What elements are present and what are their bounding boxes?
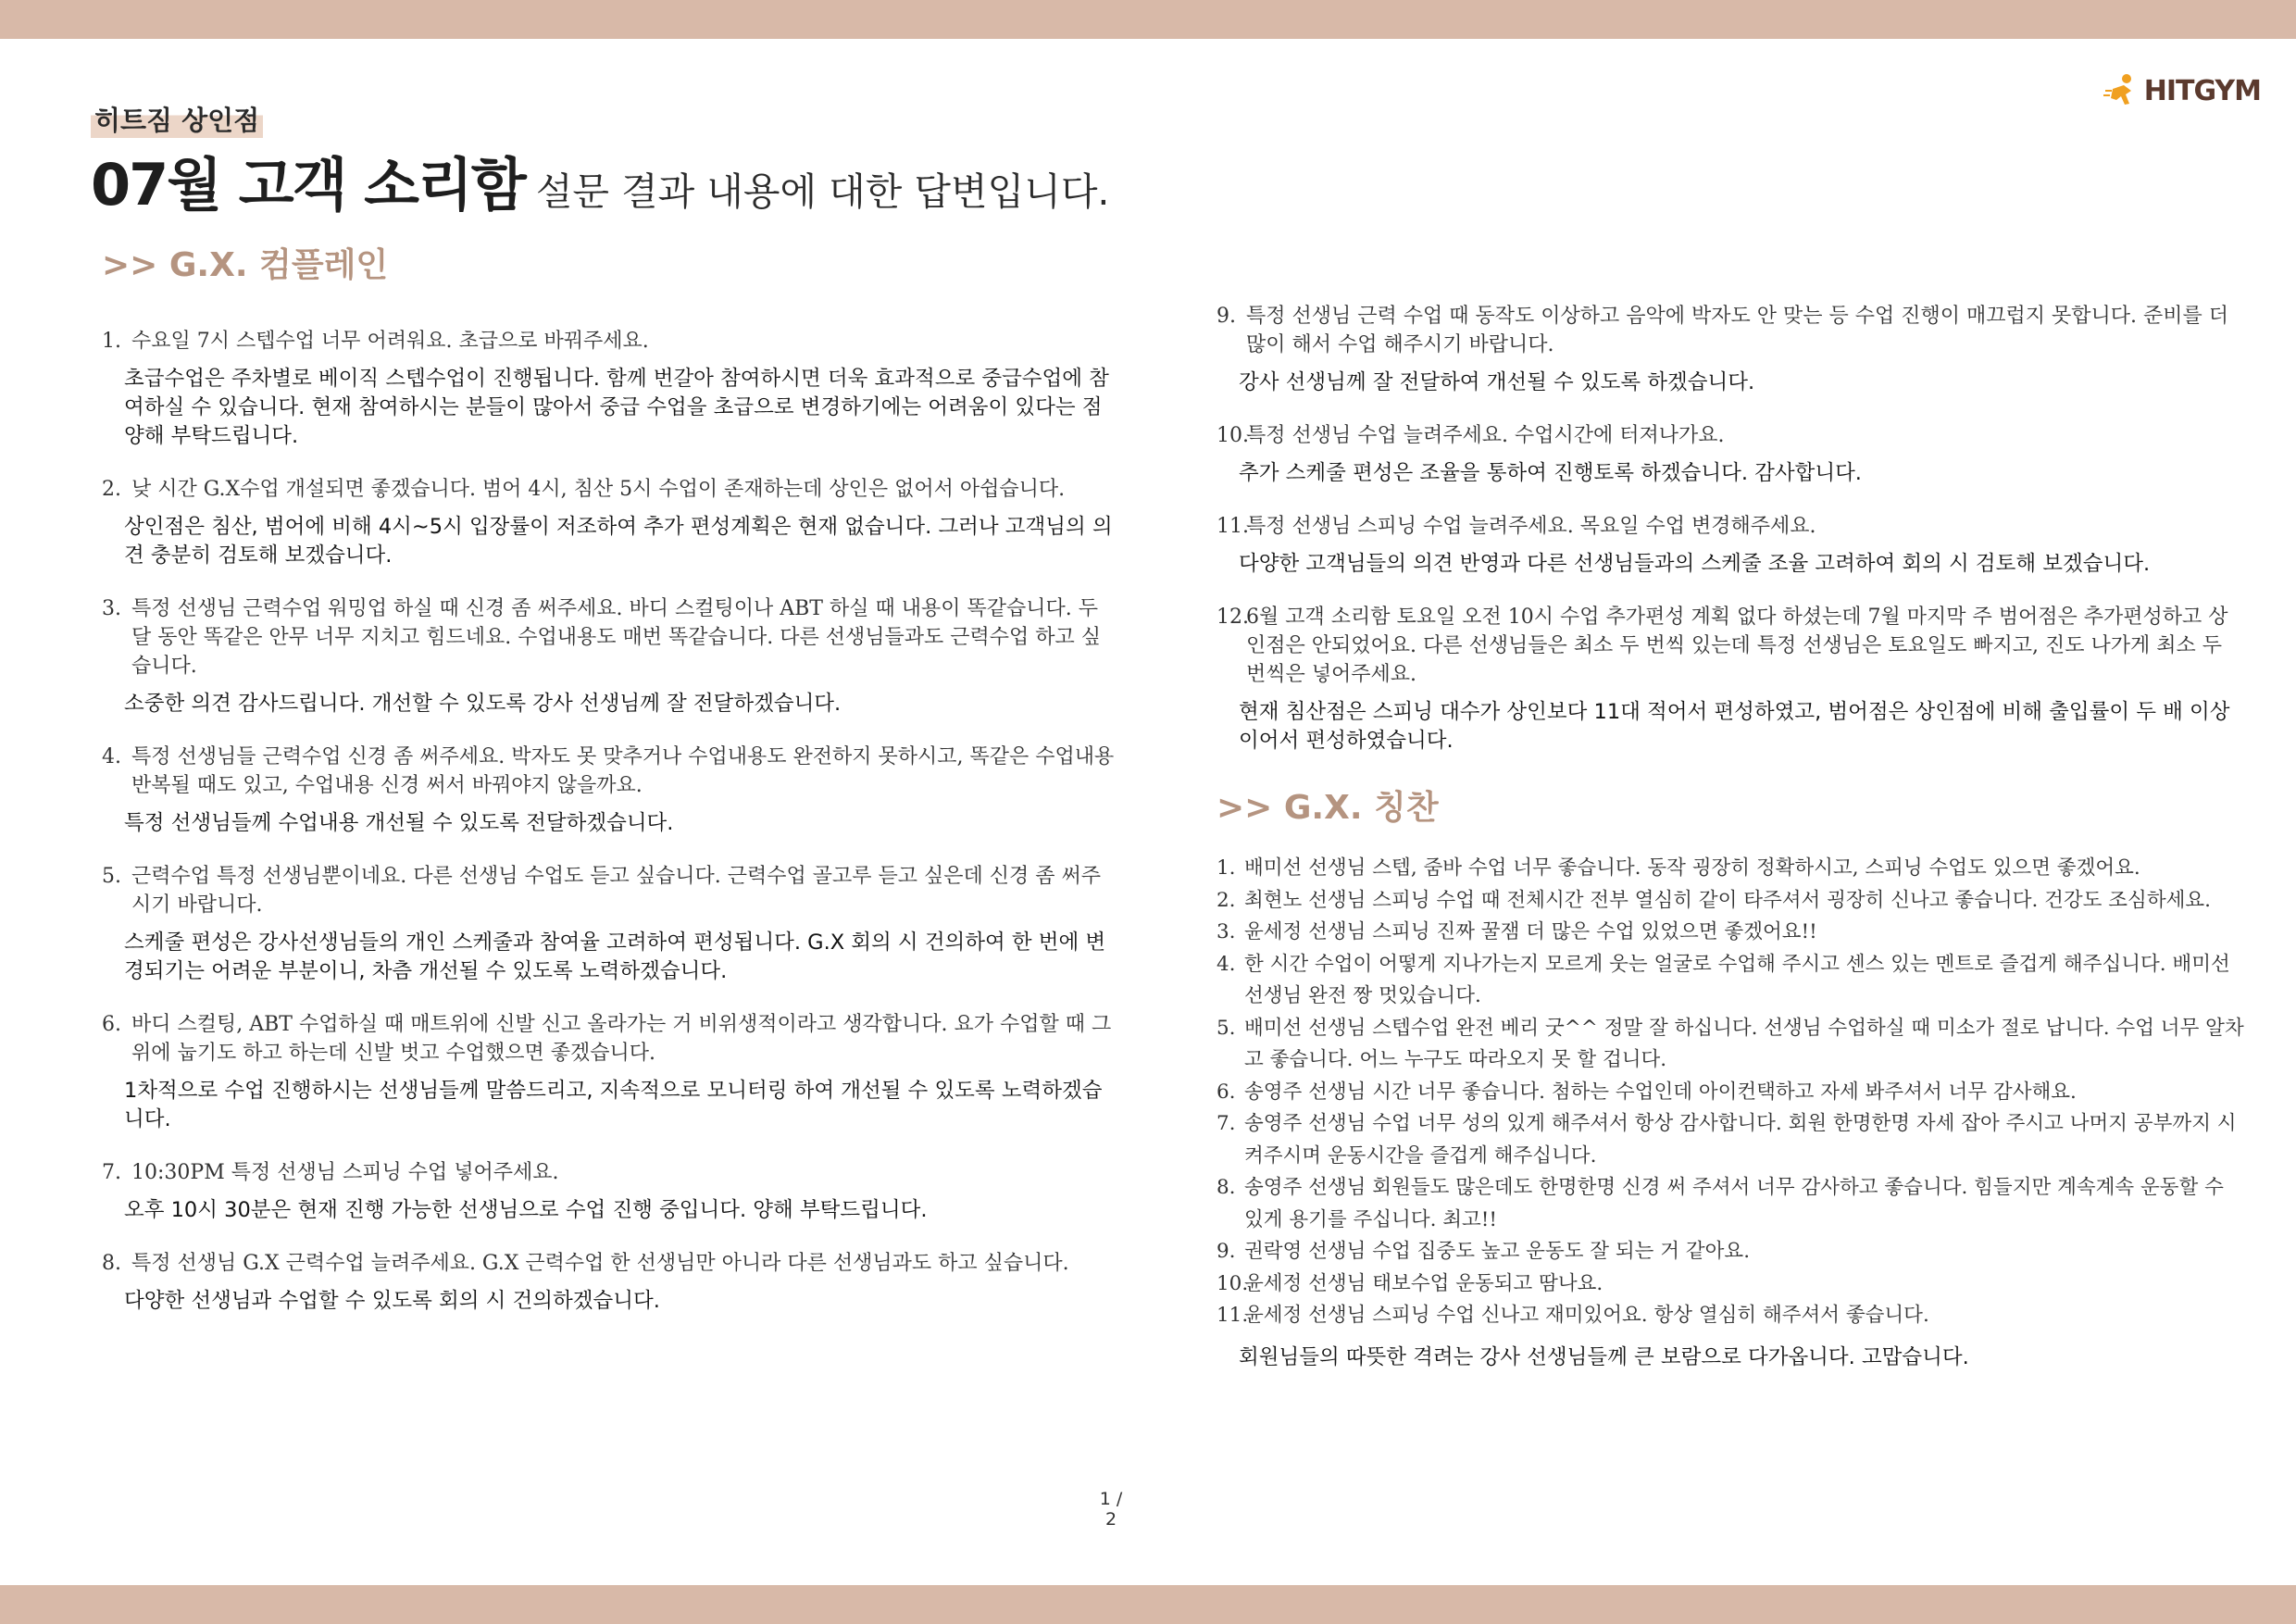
item-number: 1.: [102, 330, 121, 353]
item-number: 10.: [1217, 424, 1249, 447]
praise-item: [1217, 1108, 2244, 1172]
branch-name: 히트짐 상인점: [91, 100, 263, 138]
question-text: 특정 선생님 근력수업 워밍업 하실 때 신경 좀 써주세요. 바디 스컬팅이나 ABT 하실 때 내용이 똑같습니다. 두 달 동안 똑같은 안무 너무 지치고 힘드네요. 수업내용도 매번 똑같습니다. 다른 선생님들과도 근력수업 하고 싶습니다.: [131, 597, 1101, 678]
complaint-question: [1217, 302, 2244, 359]
page-title: [91, 139, 1109, 221]
complaint-question: [1217, 603, 2244, 689]
item-number: 8.: [1217, 1176, 1236, 1199]
item-number: 10.: [1217, 1271, 1249, 1295]
item-number: 1.: [1217, 856, 1236, 880]
complaint-question: [102, 1010, 1120, 1068]
praise-text: 윤세정 선생님 스피닝 수업 신나고 재미있어요. 항상 열심히 해주셔서 좋습니다.: [1244, 1304, 1929, 1327]
praise-answer: 회원님들의 따뜻한 격려는 강사 선생님들께 큰 보람으로 다가옵니다. 고맙습니다.: [1239, 1344, 1969, 1369]
item-number: 7.: [102, 1161, 121, 1184]
page-number: 1 / 2: [1099, 1489, 1123, 1530]
complaint-question: [1217, 512, 2244, 541]
section-title-praise: >> G.X. 칭찬: [1217, 789, 1439, 827]
question-text: 특정 선생님 스피닝 수업 늘려주세요. 목요일 수업 변경해주세요.: [1246, 515, 1816, 538]
item-number: 4.: [102, 745, 121, 768]
item-number: 4.: [1217, 952, 1236, 976]
praise-text: 송영주 선생님 수업 너무 성의 있게 해주셔서 항상 감사합니다. 회원 한명한명 자세 잡아 주시고 나머지 공부까지 시켜주시며 운동시간을 즐겁게 해주십니다.: [1244, 1112, 2237, 1168]
item-number: 2.: [1217, 888, 1236, 912]
praise-text: 권락영 선생님 수업 집중도 높고 운동도 잘 되는 거 같아요.: [1244, 1240, 1751, 1263]
praise-item: [1217, 1172, 2244, 1236]
runner-icon: [2103, 72, 2140, 109]
praise-item: [1217, 1013, 2244, 1077]
complaint-item: [1217, 512, 2244, 579]
title-sub: 설문 결과 내용에 대한 답변입니다.: [535, 169, 1110, 214]
item-number: 9.: [1217, 1240, 1236, 1263]
hitgym-logo: [2103, 72, 2261, 109]
title-main: 07월 고객 소리함: [91, 151, 525, 219]
question-text: 6월 고객 소리함 토요일 오전 10시 수업 추가편성 계획 없다 하셨는데 7월 마지막 주 범어점은 추가편성하고 상인점은 안되었어요. 다른 선생님들은 최소 두 번씩 있는데 특정 선생님은 토요일도 빠지고, 진도 나가게 최소 두 번씩은 넣어주세요.: [1246, 606, 2228, 686]
complaint-item: [1217, 603, 2244, 756]
question-text: 낮 시간 G.X수업 개설되면 좋겠습니다. 범어 4시, 침산 5시 수업이 존재하는데 상인은 없어서 아쉽습니다.: [131, 478, 1066, 501]
complaint-item: [102, 1158, 1120, 1225]
complaint-answer: 특정 선생님들께 수업내용 개선될 수 있도록 전달하겠습니다.: [124, 811, 674, 835]
complaint-item: [102, 1010, 1120, 1134]
question-text: 수요일 7시 스텝수업 너무 어려워요. 초급으로 바꿔주세요.: [131, 330, 649, 353]
complaint-question: [102, 327, 1120, 356]
praise-item: [1217, 1300, 2244, 1332]
praise-text: 한 시간 수업이 어떻게 지나가는지 모르게 웃는 얼굴로 수업해 주시고 센스 있는 멘트로 즐겁게 해주십니다. 배미선 선생님 완전 짱 멋있습니다.: [1244, 952, 2230, 1007]
item-number: 2.: [102, 478, 121, 501]
praise-item: [1217, 1236, 2244, 1268]
item-number: 6.: [1217, 1080, 1236, 1104]
item-number: 3.: [1217, 920, 1236, 943]
complaint-item: [102, 475, 1120, 570]
item-number: 8.: [102, 1252, 121, 1275]
praise-item: [1217, 949, 2244, 1013]
praise-item: [1217, 1268, 2244, 1301]
complaint-answer: 추가 스케줄 편성은 조율을 통하여 진행토록 하겠습니다. 감사합니다.: [1239, 461, 1862, 485]
complaint-answer: 스케줄 편성은 강사선생님들의 개인 스케줄과 참여율 고려하여 편성됩니다. G.X 회의 시 건의하여 한 번에 변경되기는 어려운 부분이니, 차츰 개선될 수 있도록 노력하겠습니다.: [124, 931, 1106, 983]
complaint-item: [102, 743, 1120, 838]
item-number: 9.: [1217, 305, 1236, 328]
complaint-item: [102, 327, 1120, 451]
section-title-complaints: >> G.X. 컴플레인: [102, 246, 389, 284]
item-number: 5.: [102, 865, 121, 888]
complaint-answer: 강사 선생님께 잘 전달하여 개선될 수 있도록 하겠습니다.: [1239, 370, 1755, 394]
item-number: 6.: [102, 1013, 121, 1036]
complaint-question: [102, 1158, 1120, 1187]
complaint-question: [1217, 421, 2244, 450]
complaint-question: [102, 1249, 1120, 1278]
praise-text: 최현노 선생님 스피닝 수업 때 전체시간 전부 열심히 같이 타주셔서 굉장히 신나고 좋습니다. 건강도 조심하세요.: [1244, 888, 2211, 912]
left-column: [102, 239, 1120, 1340]
praise-text: 배미선 선생님 스텝, 줌바 수업 너무 좋습니다. 동작 굉장히 정확하시고, 스피닝 수업도 있으면 좋겠어요.: [1244, 856, 2140, 880]
bottom-band: [0, 1585, 2296, 1624]
complaint-answer: 오후 10시 30분은 현재 진행 가능한 선생님으로 수업 진행 중입니다. 양해 부탁드립니다.: [124, 1198, 928, 1222]
item-number: 11.: [1217, 1304, 1249, 1327]
complaint-question: [102, 594, 1120, 681]
question-text: 근력수업 특정 선생님뿐이네요. 다른 선생님 수업도 듣고 싶습니다. 근력수업 골고루 듣고 싶은데 신경 좀 써주시기 바랍니다.: [131, 865, 1101, 917]
complaint-item: [102, 1249, 1120, 1316]
praise-text: 윤세정 선생님 스피닝 진짜 꿀잼 더 많은 수업 있었으면 좋겠어요!!: [1244, 920, 1817, 943]
complaint-answer: 다양한 고객님들의 의견 반영과 다른 선생님들과의 스케줄 조율 고려하여 회의 시 검토해 보겠습니다.: [1239, 552, 2151, 576]
complaint-answer: 현재 침산점은 스피닝 대수가 상인보다 11대 적어서 편성하였고, 범어점은 상인점에 비해 출입률이 두 배 이상이어서 편성하였습니다.: [1239, 700, 2230, 753]
item-number: 7.: [1217, 1112, 1236, 1135]
complaint-question: [102, 743, 1120, 800]
complaint-answer: 1차적으로 수업 진행하시는 선생님들께 말씀드리고, 지속적으로 모니터링 하여 개선될 수 있도록 노력하겠습니다.: [124, 1079, 1103, 1131]
complaint-item: [102, 862, 1120, 986]
logo-text: HITGYM: [2143, 74, 2261, 107]
complaint-answer: 초급수업은 주차별로 베이직 스텝수업이 진행됩니다. 함께 번갈아 참여하시면 더욱 효과적으로 중급수업에 참여하실 수 있습니다. 현재 참여하시는 분들이 많아서 중급 수업을 초급으로 변경하기에는 어려움이 있다는 점 양해 부탁드립니다.: [124, 367, 1109, 448]
complaint-item: [102, 594, 1120, 718]
complaint-item: [1217, 421, 2244, 488]
complaint-question: [102, 862, 1120, 919]
complaint-question: [102, 475, 1120, 504]
praise-text: 배미선 선생님 스텝수업 완전 베리 굿^^ 정말 잘 하십니다. 선생님 수업하실 때 미소가 절로 납니다. 수업 너무 알차고 좋습니다. 어느 누구도 따라오지 못 할 겁니다.: [1244, 1016, 2244, 1071]
question-text: 특정 선생님 G.X 근력수업 늘려주세요. G.X 근력수업 한 선생님만 아니라 다른 선생님과도 하고 싶습니다.: [131, 1252, 1069, 1275]
complaint-answer: 다양한 선생님과 수업할 수 있도록 회의 시 건의하겠습니다.: [124, 1289, 660, 1313]
praise-item: [1217, 1077, 2244, 1109]
complaint-answer: 소중한 의견 감사드립니다. 개선할 수 있도록 강사 선생님께 잘 전달하겠습니다.: [124, 692, 842, 716]
question-text: 특정 선생님 근력 수업 때 동작도 이상하고 음악에 박자도 안 맞는 등 수업 진행이 매끄럽지 못합니다. 준비를 더 많이 해서 수업 해주시기 바랍니다.: [1246, 305, 2228, 356]
item-number: 5.: [1217, 1016, 1236, 1040]
item-number: 11.: [1217, 515, 1249, 538]
praise-text: 송영주 선생님 회원들도 많은데도 한명한명 신경 써 주셔서 너무 감사하고 좋습니다. 힘들지만 계속계속 운동할 수 있게 용기를 주십니다. 최고!!: [1244, 1176, 2224, 1231]
question-text: 바디 스컬팅, ABT 수업하실 때 매트위에 신발 신고 올라가는 거 비위생적이라고 생각합니다. 요가 수업할 때 그 위에 눕기도 하고 하는데 신발 벗고 수업했으면 좋겠습니다.: [131, 1013, 1112, 1065]
item-number: 12.: [1217, 606, 1249, 629]
praise-text: 윤세정 선생님 태보수업 운동되고 땀나요.: [1244, 1271, 1603, 1295]
right-column: [1217, 302, 2244, 1372]
praise-item: [1217, 917, 2244, 949]
top-band: [0, 0, 2296, 39]
item-number: 3.: [102, 597, 121, 620]
praise-list: [1217, 853, 2244, 1332]
question-text: 특정 선생님들 근력수업 신경 좀 써주세요. 박자도 못 맞추거나 수업내용도 완전하지 못하시고, 똑같은 수업내용 반복될 때도 있고, 수업내용 신경 써서 바꿔야지 않을까요.: [131, 745, 1115, 797]
question-text: 특정 선생님 수업 늘려주세요. 수업시간에 터져나가요.: [1246, 424, 1725, 447]
praise-text: 송영주 선생님 시간 너무 좋습니다. 첨하는 수업인데 아이컨택하고 자세 봐주셔서 너무 감사해요.: [1244, 1080, 2077, 1104]
praise-item: [1217, 853, 2244, 885]
question-text: 10:30PM 특정 선생님 스피닝 수업 넣어주세요.: [131, 1161, 559, 1184]
praise-item: [1217, 885, 2244, 918]
complaint-answer: 상인점은 침산, 범어에 비해 4시~5시 입장률이 저조하여 추가 편성계획은 현재 없습니다. 그러나 고객님의 의견 충분히 검토해 보겠습니다.: [124, 515, 1113, 568]
complaint-item: [1217, 302, 2244, 397]
